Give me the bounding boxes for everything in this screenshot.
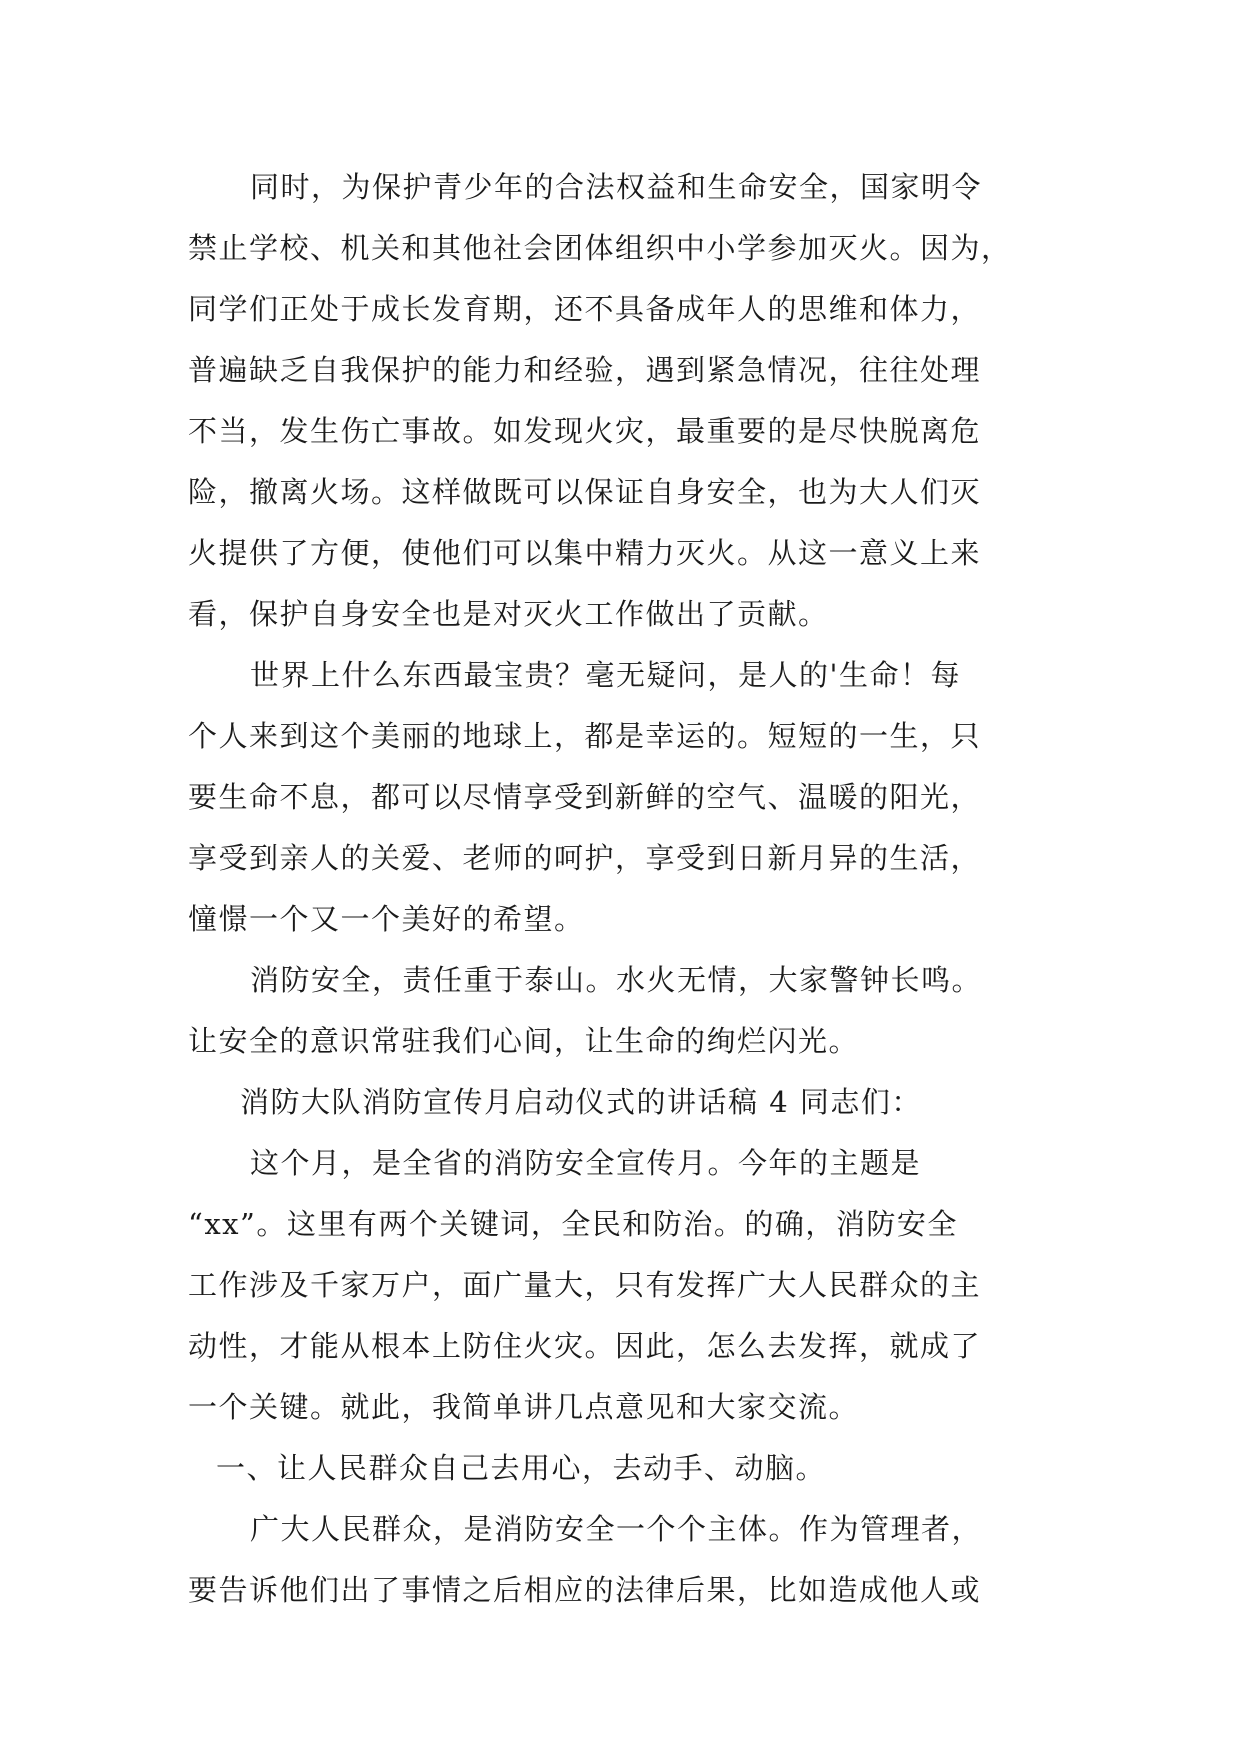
document-body [188,157,1068,1621]
text-line: 要告诉他们出了事情之后相应的法律后果，比如造成他人或 [188,1573,982,1607]
text-line: 动性，才能从根本上防住火灾。因此，怎么去发挥，就成了 [188,1329,982,1363]
text-line: 世界上什么东西最宝贵？毫无疑问，是人的'生命！每 [250,658,961,692]
text-line: 一个关键。就此，我简单讲几点意见和大家交流。 [188,1390,860,1424]
text-line: 享受到亲人的关爱、老师的呵护，享受到日新月异的生活， [188,841,982,875]
text-line: 消防大队消防宣传月启动仪式的讲话稿 4 同志们： [240,1085,922,1119]
text-line: 不当，发生伤亡事故。如发现火灾，最重要的是尽快脱离危 [188,414,982,448]
text-line: 让安全的意识常驻我们心间，让生命的绚烂闪光。 [188,1024,860,1058]
text-line: 这个月，是全省的消防安全宣传月。今年的主题是 [250,1146,922,1180]
text-line: 个人来到这个美丽的地球上，都是幸运的。短短的一生，只 [188,719,982,753]
text-line: 消防安全，责任重于泰山。水火无情，大家警钟长鸣。 [250,963,983,997]
text-line: 禁止学校、机关和其他社会团体组织中小学参加灭火。因为， [188,231,1012,265]
section-heading: 一、让人民群众自己去用心，去动手、动脑。 [216,1451,827,1485]
text-line: 同时，为保护青少年的合法权益和生命安全，国家明令 [250,170,983,204]
text-line: 看，保护自身安全也是对灭火工作做出了贡献。 [188,597,829,631]
text-line: 广大人民群众，是消防安全一个个主体。作为管理者， [250,1512,983,1546]
text-line: 险，撤离火场。这样做既可以保证自身安全，也为大人们灭 [188,475,982,509]
text-line: 憧憬一个又一个美好的希望。 [188,902,585,936]
text-line: 要生命不息，都可以尽情享受到新鲜的空气、温暖的阳光， [188,780,982,814]
text-line: 火提供了方便，使他们可以集中精力灭火。从这一意义上来 [188,536,982,570]
text-line: 同学们正处于成长发育期，还不具备成年人的思维和体力， [188,292,982,326]
text-line: 普遍缺乏自我保护的能力和经验，遇到紧急情况，往往处理 [188,353,982,387]
text-line: “xx”。这里有两个关键词，全民和防治。的确，消防安全 [188,1207,958,1241]
text-line: 工作涉及千家万户，面广量大，只有发挥广大人民群众的主 [188,1268,982,1302]
